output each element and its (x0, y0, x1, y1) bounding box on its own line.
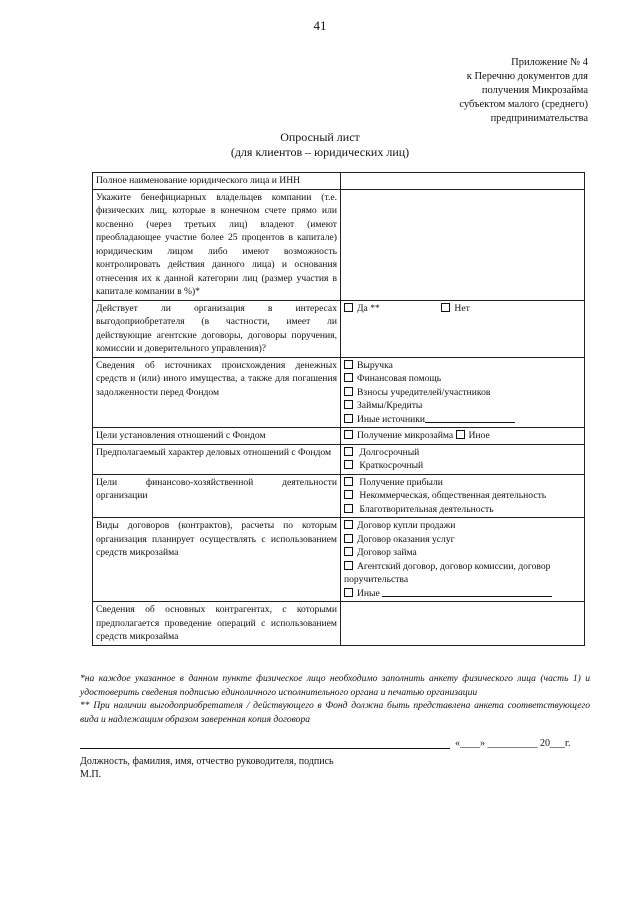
question-cell: Сведения об источниках происхождения денежных средств и (или) иного имущества, а также для погашения задолженности перед Фондом (93, 357, 341, 428)
answer-cell (341, 300, 585, 357)
answer-cell[interactable] (341, 173, 585, 190)
option-label: Иные (357, 587, 380, 599)
appendix-line: предпринимательства (490, 113, 588, 124)
footnote-1: *на каждое указанное в данном пункте физическое лицо необходимо заполнить анкету физического лица (часть 1) и удостоверить сведения подписью единоличного исполнительного органа и печатью организации (80, 673, 590, 698)
option-no[interactable] (441, 302, 469, 316)
question-cell: Действует ли организация в интересах выгодоприобретателя (в частности, имеет ли действующие агентские договоры, договоры поручения, комиссии и доверительного управления)? (93, 300, 341, 357)
answer-cell (341, 518, 585, 602)
question-cell: Цели финансово-хозяйственной деятельности организации (93, 474, 341, 518)
checkbox-icon[interactable] (344, 414, 353, 423)
answer-cell (341, 357, 585, 428)
option-services-contract[interactable] (344, 533, 581, 547)
option-long-term[interactable] (344, 446, 581, 460)
appendix-line: получения Микрозайма (481, 85, 588, 96)
checkbox-icon[interactable] (344, 547, 353, 556)
question-cell: Полное наименование юридического лица и ИНН (93, 173, 341, 190)
checkbox-icon[interactable] (456, 430, 465, 439)
form-title-sub: (для клиентов – юридических лиц) (230, 145, 410, 159)
appendix-line: Приложение № 4 (511, 57, 588, 68)
option-agency-contract[interactable] (344, 560, 581, 587)
option-label: Краткосрочный (359, 460, 424, 471)
table-row (93, 474, 585, 518)
checkbox-icon[interactable] (344, 561, 353, 570)
checkbox-icon[interactable] (344, 303, 353, 312)
answer-cell (341, 444, 585, 474)
answer-cell (341, 428, 585, 445)
option-label: Договор займа (357, 547, 417, 558)
option-label: Агентский договор, договор комиссии, договор поручительства (344, 560, 551, 585)
option-loan-contract[interactable] (344, 546, 581, 560)
option-other-contracts[interactable] (344, 587, 581, 601)
answer-cell[interactable] (341, 602, 585, 646)
option-nonprofit[interactable] (344, 489, 581, 503)
question-cell: Виды договоров (контрактов), расчеты по которым организация планирует осуществлять с использованием средств микрозайма (93, 518, 341, 602)
option-label: Взносы учредителей/участников (357, 386, 491, 398)
fill-in-line[interactable] (425, 413, 515, 423)
checkbox-icon[interactable] (344, 360, 353, 369)
question-cell: Цели установления отношений с Фондом (93, 428, 341, 445)
table-row (93, 602, 585, 646)
option-label: Договор оказания услуг (357, 533, 455, 545)
answer-cell[interactable] (341, 189, 585, 300)
option-microloan[interactable] (344, 429, 453, 443)
checkbox-icon[interactable] (344, 504, 353, 513)
appendix-line: к Перечню документов для (466, 71, 588, 82)
fill-in-line[interactable] (382, 587, 552, 597)
page-number: 41 (313, 18, 327, 33)
signature-caption-text: Должность, фамилия, имя, отчество руководителя, подпись (80, 756, 334, 767)
option-contributions[interactable] (344, 386, 581, 400)
option-label: Финансовая помощь (357, 373, 442, 384)
table-row (93, 173, 585, 190)
option-sale-contract[interactable] (344, 519, 581, 533)
answer-cell (341, 474, 585, 518)
checkbox-icon[interactable] (344, 534, 353, 543)
table-row (93, 300, 585, 357)
option-charity[interactable] (344, 503, 581, 517)
option-other[interactable] (456, 429, 490, 443)
form-title (0, 130, 640, 160)
table-row (93, 189, 585, 300)
checkbox-icon[interactable] (344, 400, 353, 409)
option-label: Долгосрочный (359, 446, 420, 458)
table-row (93, 428, 585, 445)
checkbox-icon[interactable] (344, 460, 353, 469)
checkbox-icon[interactable] (344, 447, 353, 456)
signature-caption (80, 755, 334, 781)
question-cell: Сведения об основных контрагентах, с которыми предполагается проведение операций с использованием средств микрозайма (93, 602, 341, 646)
option-label: Выручка (357, 359, 393, 371)
option-profit[interactable] (344, 476, 581, 490)
table-row (93, 444, 585, 474)
checkbox-icon[interactable] (344, 430, 353, 439)
option-label: Благотворительная деятельность (359, 503, 494, 515)
option-other-sources[interactable] (344, 413, 581, 427)
checkbox-icon[interactable] (344, 373, 353, 382)
option-label: Займы/Кредиты (357, 400, 423, 411)
footnote-2: ** При наличии выгодоприобретателя / действующего в Фонд должна быть представлена анкета соответствующего вида и надлежащим образом заверенная копия договора (80, 700, 590, 725)
option-label: Нет (454, 302, 470, 314)
option-short-term[interactable] (344, 459, 581, 473)
footnotes (80, 672, 590, 726)
date-field[interactable]: «____» __________ 20___г. (455, 738, 571, 749)
checkbox-icon[interactable] (344, 490, 353, 499)
appendix-header (459, 56, 588, 126)
table-row (93, 518, 585, 602)
question-cell: Укажите бенефициарных владельцев компании (т.е. физических лиц, которые в конечном счете прямо или косвенно (через третьих лиц) владеют (имеют преобладающее участие более 25 процентов в капитале) юридическим лицом либо имеют возможность контролировать действия данного лица) и основания отнесения их к данной категории лиц (размер участия в капитале компании в %)* (93, 189, 341, 300)
checkbox-icon[interactable] (344, 520, 353, 529)
checkbox-icon[interactable] (441, 303, 450, 312)
option-label: Иные источники (357, 413, 426, 425)
option-label: Договор купли продажи (357, 520, 456, 531)
option-financial-aid[interactable] (344, 372, 581, 386)
option-label: Получение микрозайма (357, 430, 454, 441)
option-label: Некоммерческая, общественная деятельность (359, 490, 547, 501)
question-cell: Предполагаемый характер деловых отношений с Фондом (93, 444, 341, 474)
option-label: Да ** (357, 302, 380, 314)
checkbox-icon[interactable] (344, 588, 353, 597)
appendix-line: субъектом малого (среднего) (459, 99, 588, 110)
form-title-main: Опросный лист (280, 130, 360, 144)
option-label: Получение прибыли (359, 476, 443, 488)
signature-line[interactable] (80, 748, 450, 749)
checkbox-icon[interactable] (344, 477, 353, 486)
checkbox-icon[interactable] (344, 387, 353, 396)
option-revenue[interactable] (344, 359, 581, 373)
stamp-place: М.П. (80, 769, 102, 780)
option-loans[interactable] (344, 399, 581, 413)
questionnaire-table (92, 172, 585, 646)
table-row (93, 357, 585, 428)
option-yes[interactable] (344, 302, 439, 316)
option-label: Иное (468, 430, 490, 441)
